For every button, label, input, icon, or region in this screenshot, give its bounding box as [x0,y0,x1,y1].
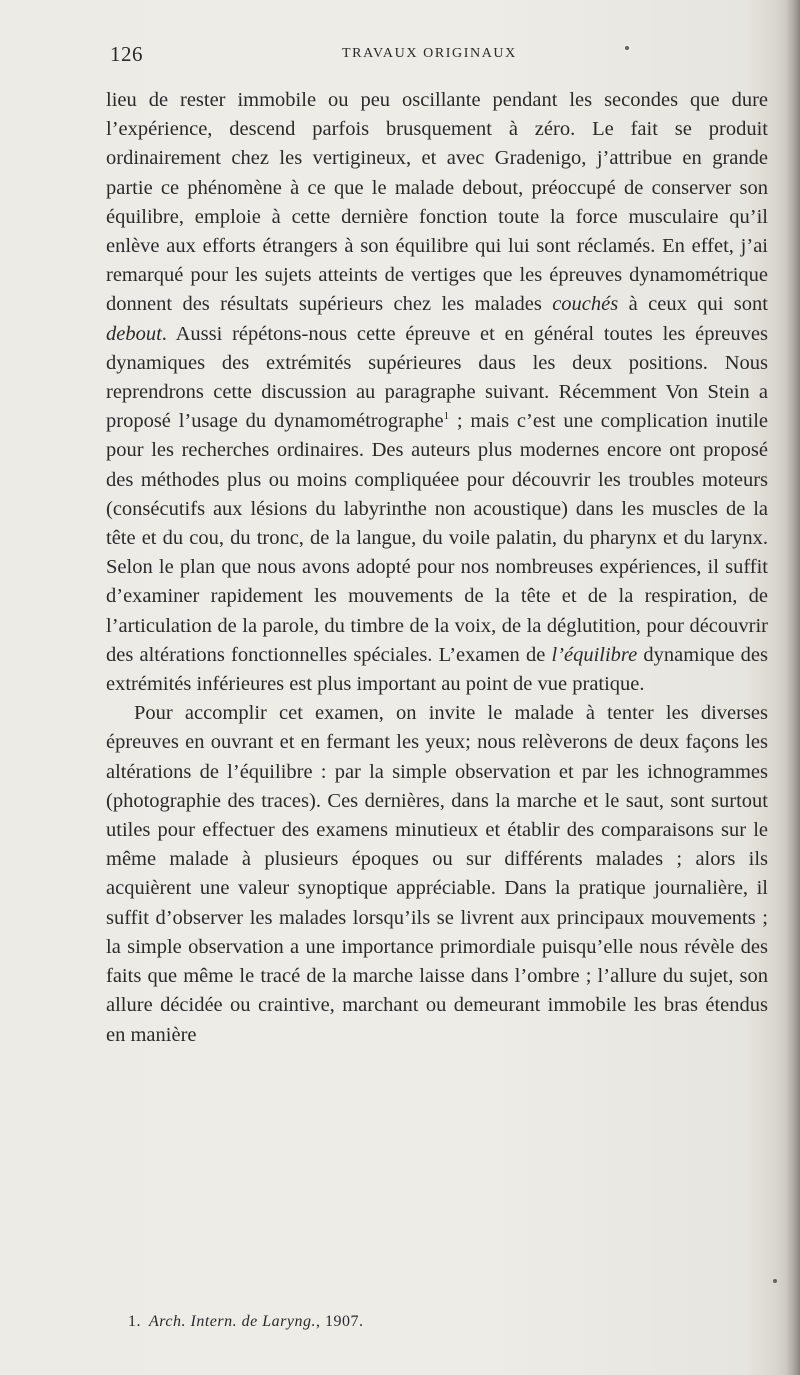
paragraph-1-text-c: . Aussi répétons-nous cette épreuve et en général toutes les épreuves dynamiques des extrémités supérieures daus les deux positions. Nous reprendrons cette discussion au paragraphe suivant. Récemment Von Stein a proposé l’usage du dynamométrographe [106,322,768,433]
running-head: TRAVAUX ORIGINAUX [342,46,517,61]
page-edge-shadow [786,0,800,1375]
footnote-number: 1. [128,1313,141,1330]
footnote-rest: , 1907. [315,1313,364,1330]
footnote-marker: 1 [443,410,450,423]
italic-debout: debout [106,322,162,345]
italic-couches: couchés [552,293,619,316]
paragraph-2: Pour accomplir cet examen, on invite le malade à tenter les diverses épreuves en ouvrant et en fermant les yeux; nous relèverons de deux façons les altérations de l’équilibre : par la simple observation et par les ichnogrammes (photographie des traces). Ces dernières, dans la marche et le saut, sont surtout utiles pour effectuer des examens minutieux et établir des comparaisons sur le même malade à plusieurs époques ou sur différents malades ; alors ils acquièrent une valeur synoptique appréciable. Dans la pratique journalière, il suffit d’observer les malades lorsqu’ils se livrent aux principaux mouvements ; la simple observation a une importance primordiale puisqu’elle nous révèle des faits que même le tracé de la marche laisse dans l’ombre ; l’allure du sujet, son allure décidée ou craintive, marchant ou demeurant immobile les bras étendus en manière [106,702,768,1046]
body-text [106,86,768,1050]
paper-speck [773,1279,777,1283]
paper-speck [625,46,629,50]
paragraph-1 [106,86,768,699]
paragraph-1-text-d: ; mais c’est une complication inutile pour les recherches ordinaires. Des auteurs plus modernes encore ont proposé des méthodes plus ou moins compliquéee pour découvrir les troubles moteurs (consécutifs aux lésions du labyrinthe non acoustique) dans les muscles de la tête et du cou, du tronc, de la langue, du voile palatin, du pharynx et du larynx. Selon le plan que nous avons adopté pour nos nombreuses expériences, il suffit d’examiner rapidement les mouvements de la tête et de la respiration, de l’articulation de la parole, du timbre de la voix, de la déglutition, pour découvrir des altérations fonctionnelles spéciales. L’examen de [106,410,768,666]
footnote [128,1313,688,1331]
italic-equilibre: l’équilibre [551,643,638,666]
page-header [110,42,765,72]
page-number: 126 [110,42,143,66]
footnote-source: Arch. Intern. de Laryng. [149,1313,316,1330]
paragraph-1-text-b: à ceux qui sont [618,293,768,316]
paragraph-1-text-a: lieu de rester immobile ou peu oscillante pendant les secondes que dure l’expérience, descend parfois brusquement à zéro. Le fait se produit ordinairement chez les vertigineux, et avec Gradenigo, j’attribue en grande partie ce phénomène à ce que le malade debout, préoccupé de conserver son équilibre, emploie à cette dernière fonction toute la force musculaire qu’il enlève aux efforts étrangers à son équilibre qui lui sont réclamés. En effet, j’ai remarqué pour les sujets atteints de vertiges que les épreuves dynamométrique donnent des résultats supérieurs chez les malades [106,89,768,316]
paragraph-1-text-e: dynamique des extrémités inférieures est plus important au point de vue pratique. [106,643,768,696]
